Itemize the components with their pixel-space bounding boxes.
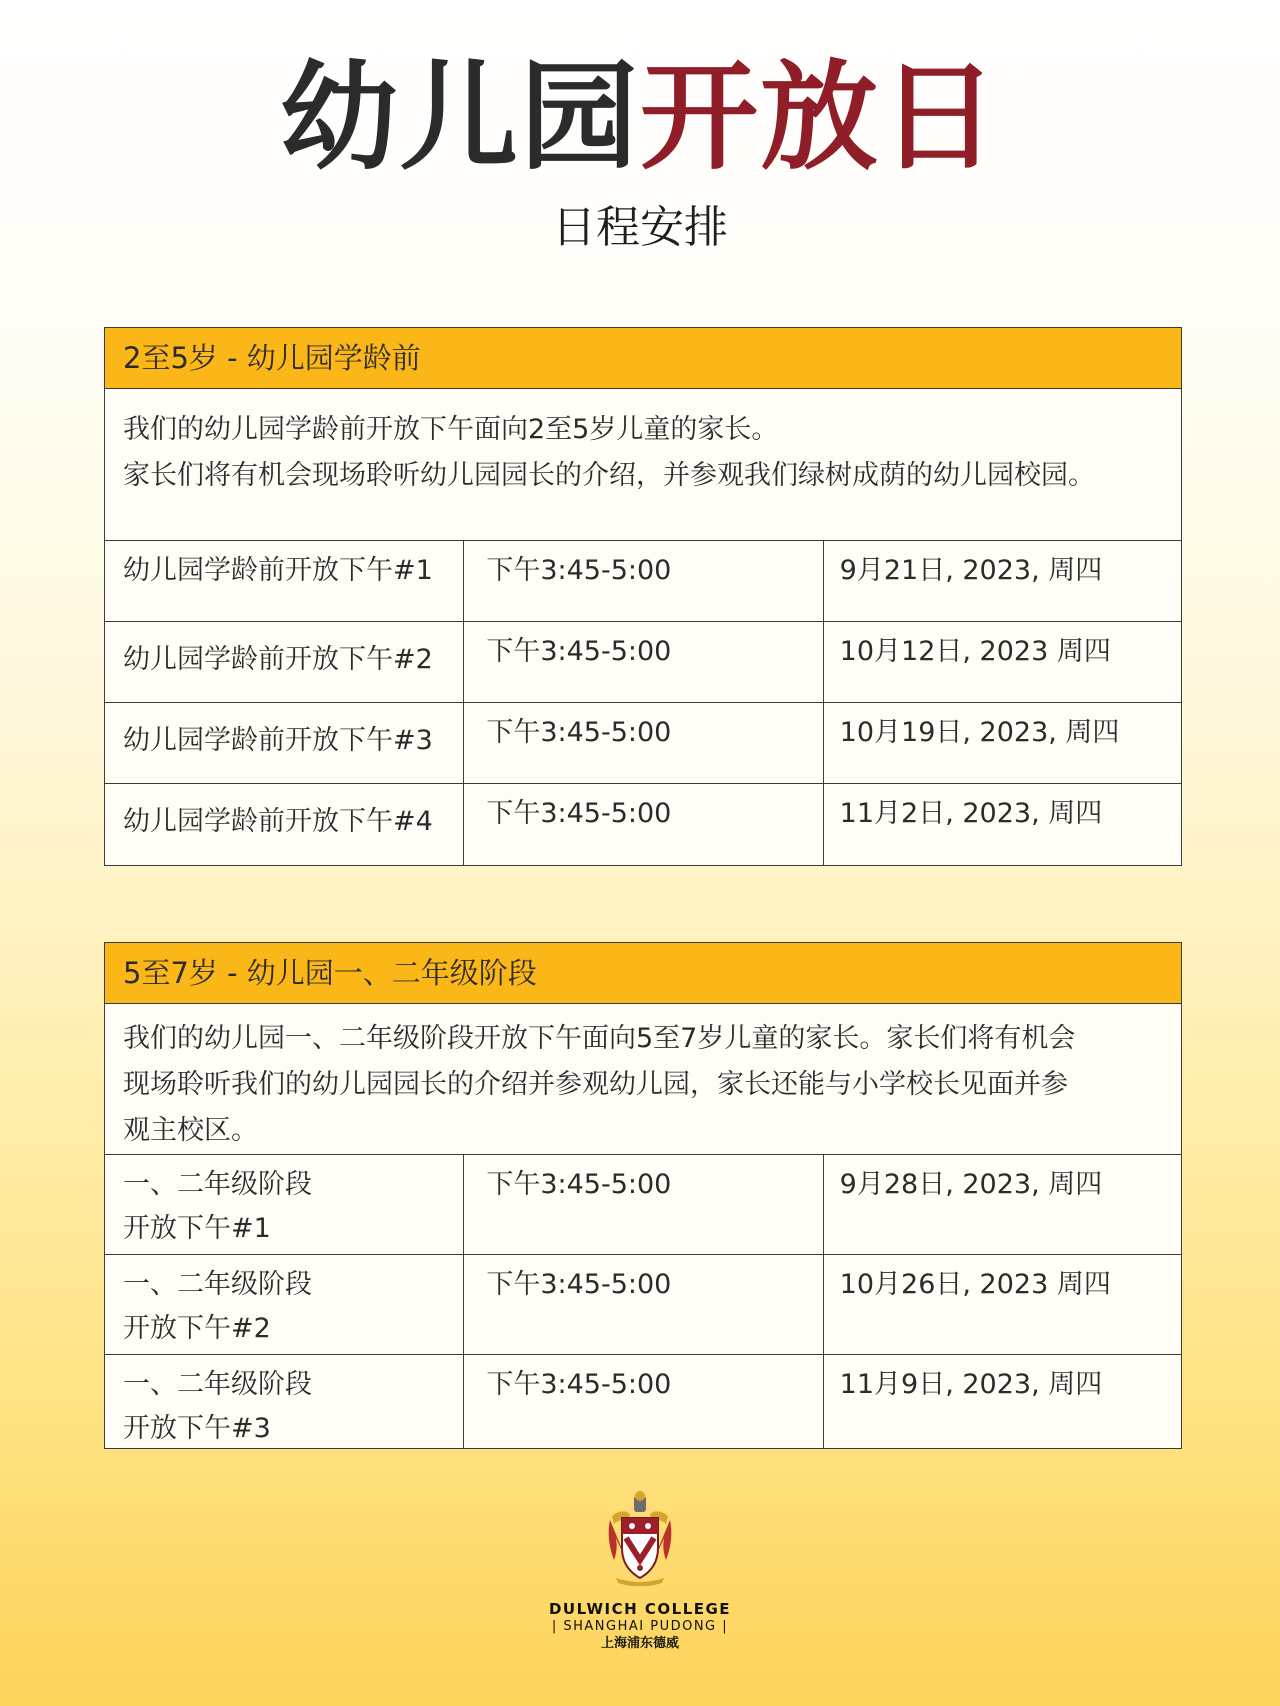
event-name-cell: 幼儿园学龄前开放下午#3 bbox=[105, 703, 464, 783]
event-date-cell: 10月26日, 2023 周四 bbox=[839, 1269, 1111, 1300]
event-name-line: 一、二年级阶段 bbox=[123, 1369, 312, 1400]
event-name-cell bbox=[105, 1355, 464, 1448]
description-line: 现场聆听我们的幼儿园园长的介绍并参观幼儿园，家长还能与小学校长见面并参 bbox=[123, 1069, 1068, 1100]
description-line: 我们的幼儿园一、二年级阶段开放下午面向5至7岁儿童的家长。家长们将有机会 bbox=[123, 1023, 1076, 1054]
school-logo bbox=[0, 1490, 1280, 1653]
page-title-part1: 幼儿园 bbox=[279, 48, 640, 186]
schedule-section-reception bbox=[104, 942, 1182, 1449]
event-date-cell: 11月2日, 2023, 周四 bbox=[839, 798, 1103, 829]
description-line: 我们的幼儿园学龄前开放下午面向2至5岁儿童的家长。 bbox=[123, 414, 779, 445]
event-time-cell: 下午3:45-5:00 bbox=[464, 784, 823, 865]
event-date-cell: 9月28日, 2023, 周四 bbox=[839, 1169, 1103, 1200]
event-date-cell: 10月19日, 2023, 周四 bbox=[839, 717, 1120, 748]
page-title-part2: 开放日 bbox=[640, 48, 1001, 186]
schedule-row bbox=[105, 1355, 1181, 1448]
logo-chinese-name: 上海浦东德威 bbox=[600, 1636, 679, 1651]
section-description bbox=[105, 389, 1181, 541]
event-time-cell: 下午3:45-5:00 bbox=[464, 622, 823, 702]
schedule-row bbox=[105, 541, 1181, 622]
event-name-line: 开放下午#1 bbox=[123, 1213, 271, 1244]
schedule-row bbox=[105, 784, 1181, 865]
section-header: 5至7岁 - 幼儿园一、二年级阶段 bbox=[105, 943, 1181, 1004]
logo-name: DULWICH COLLEGE bbox=[548, 1600, 732, 1618]
event-time-cell: 下午3:45-5:00 bbox=[464, 541, 823, 621]
description-line: 观主校区。 bbox=[123, 1115, 258, 1146]
logo-subtitle: | SHANGHAI PUDONG | bbox=[551, 1619, 729, 1634]
schedule-row bbox=[105, 622, 1181, 703]
event-name-cell bbox=[105, 1255, 464, 1354]
schedule-section-preschool bbox=[104, 327, 1182, 866]
event-date-cell: 10月12日, 2023 周四 bbox=[839, 636, 1111, 667]
event-name-cell: 幼儿园学龄前开放下午#1 bbox=[105, 541, 464, 621]
event-date-cell: 9月21日, 2023, 周四 bbox=[839, 555, 1103, 586]
event-name-line: 开放下午#3 bbox=[123, 1413, 271, 1444]
page-subtitle: 日程安排 bbox=[552, 202, 728, 253]
description-line: 家长们将有机会现场聆听幼儿园园长的介绍，并参观我们绿树成荫的幼儿园校园。 bbox=[123, 460, 1095, 491]
event-name-line: 一、二年级阶段 bbox=[123, 1169, 312, 1200]
event-time-cell: 下午3:45-5:00 bbox=[464, 1155, 823, 1254]
section-description bbox=[105, 1004, 1181, 1155]
schedule-row bbox=[105, 1255, 1181, 1355]
event-time-cell: 下午3:45-5:00 bbox=[464, 1355, 823, 1448]
event-name-line: 开放下午#2 bbox=[123, 1313, 271, 1344]
event-time-cell: 下午3:45-5:00 bbox=[464, 1255, 823, 1354]
event-date-cell: 11月9日, 2023, 周四 bbox=[839, 1369, 1103, 1400]
crest-icon bbox=[604, 1490, 676, 1586]
event-name-cell bbox=[105, 1155, 464, 1254]
event-name-line: 一、二年级阶段 bbox=[123, 1269, 312, 1300]
event-time-cell: 下午3:45-5:00 bbox=[464, 703, 823, 783]
section-header: 2至5岁 - 幼儿园学龄前 bbox=[105, 328, 1181, 389]
page-title bbox=[0, 48, 1280, 186]
event-name-cell: 幼儿园学龄前开放下午#2 bbox=[105, 622, 464, 702]
schedule-row bbox=[105, 1155, 1181, 1255]
event-name-cell: 幼儿园学龄前开放下午#4 bbox=[105, 784, 464, 865]
schedule-row bbox=[105, 703, 1181, 784]
